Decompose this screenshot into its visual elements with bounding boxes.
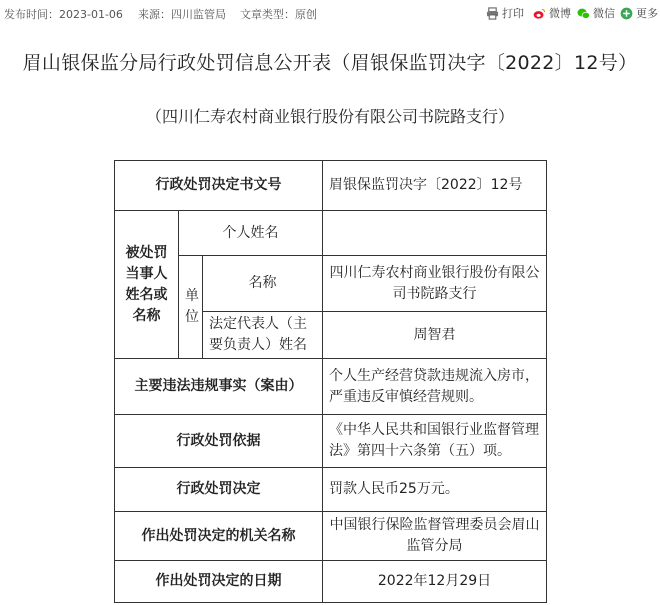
document-subtitle: （四川仁寿农村商业银行股份有限公司书院路支行） (145, 107, 514, 126)
facts-label: 主要违法违规事实（案由） (115, 359, 323, 415)
table-row (115, 468, 547, 512)
wechat-icon (577, 7, 590, 20)
document-title: 眉山银保监分局行政处罚信息公开表（眉银保监罚决字〔2022〕12号） (22, 52, 638, 74)
table-row (115, 512, 547, 561)
table-row (115, 415, 547, 468)
date-value: 2022年12月29日 (323, 561, 547, 603)
penalty-info-table (114, 160, 547, 603)
article-meta-bar (0, 0, 660, 24)
table-row (115, 211, 547, 256)
unit-name-value: 四川仁寿农村商业银行股份有限公司书院路支行 (323, 256, 547, 312)
weibo-label: 微博 (549, 7, 571, 20)
print-label: 打印 (502, 7, 524, 20)
table-row (115, 359, 547, 415)
individual-name-value (323, 211, 547, 256)
authority-value: 中国银行保险监督管理委员会眉山监管分局 (323, 512, 547, 561)
more-icon (620, 7, 633, 20)
more-share-button[interactable] (620, 5, 658, 21)
party-label: 被处罚当事人姓名或名称 (115, 211, 179, 359)
decision-label: 行政处罚决定 (115, 468, 323, 512)
date-label: 作出处罚决定的日期 (115, 561, 323, 603)
decision-value: 罚款人民币25万元。 (323, 468, 547, 512)
authority-label: 作出处罚决定的机关名称 (115, 512, 323, 561)
unit-label: 单位 (179, 256, 203, 359)
individual-name-label: 个人姓名 (179, 211, 323, 256)
doc-number-value: 眉银保监罚决字〔2022〕12号 (323, 161, 547, 211)
unit-name-label: 名称 (203, 256, 323, 312)
article-type: 文章类型：原创 (240, 8, 317, 21)
legal-rep-value: 周智君 (323, 312, 547, 359)
print-button[interactable] (486, 5, 524, 21)
table-row (115, 256, 547, 312)
wechat-label: 微信 (593, 7, 615, 20)
table-row (115, 161, 547, 211)
wechat-share-button[interactable] (577, 5, 615, 21)
publish-time: 发布时间：2023-01-06 (4, 8, 123, 21)
printer-icon (486, 7, 499, 20)
basis-value: 《中华人民共和国银行业监督管理法》第四十六条第（五）项。 (323, 415, 547, 468)
legal-rep-label: 法定代表人（主要负责人）姓名 (203, 312, 323, 359)
more-label: 更多 (636, 7, 658, 20)
weibo-share-button[interactable] (533, 5, 571, 21)
basis-label: 行政处罚依据 (115, 415, 323, 468)
doc-number-label: 行政处罚决定书文号 (115, 161, 323, 211)
table-row (115, 561, 547, 603)
facts-value: 个人生产经营贷款违规流入房市，严重违反审慎经营规则。 (323, 359, 547, 415)
article-source: 来源：四川监管局 (138, 8, 226, 21)
weibo-icon (533, 7, 546, 20)
